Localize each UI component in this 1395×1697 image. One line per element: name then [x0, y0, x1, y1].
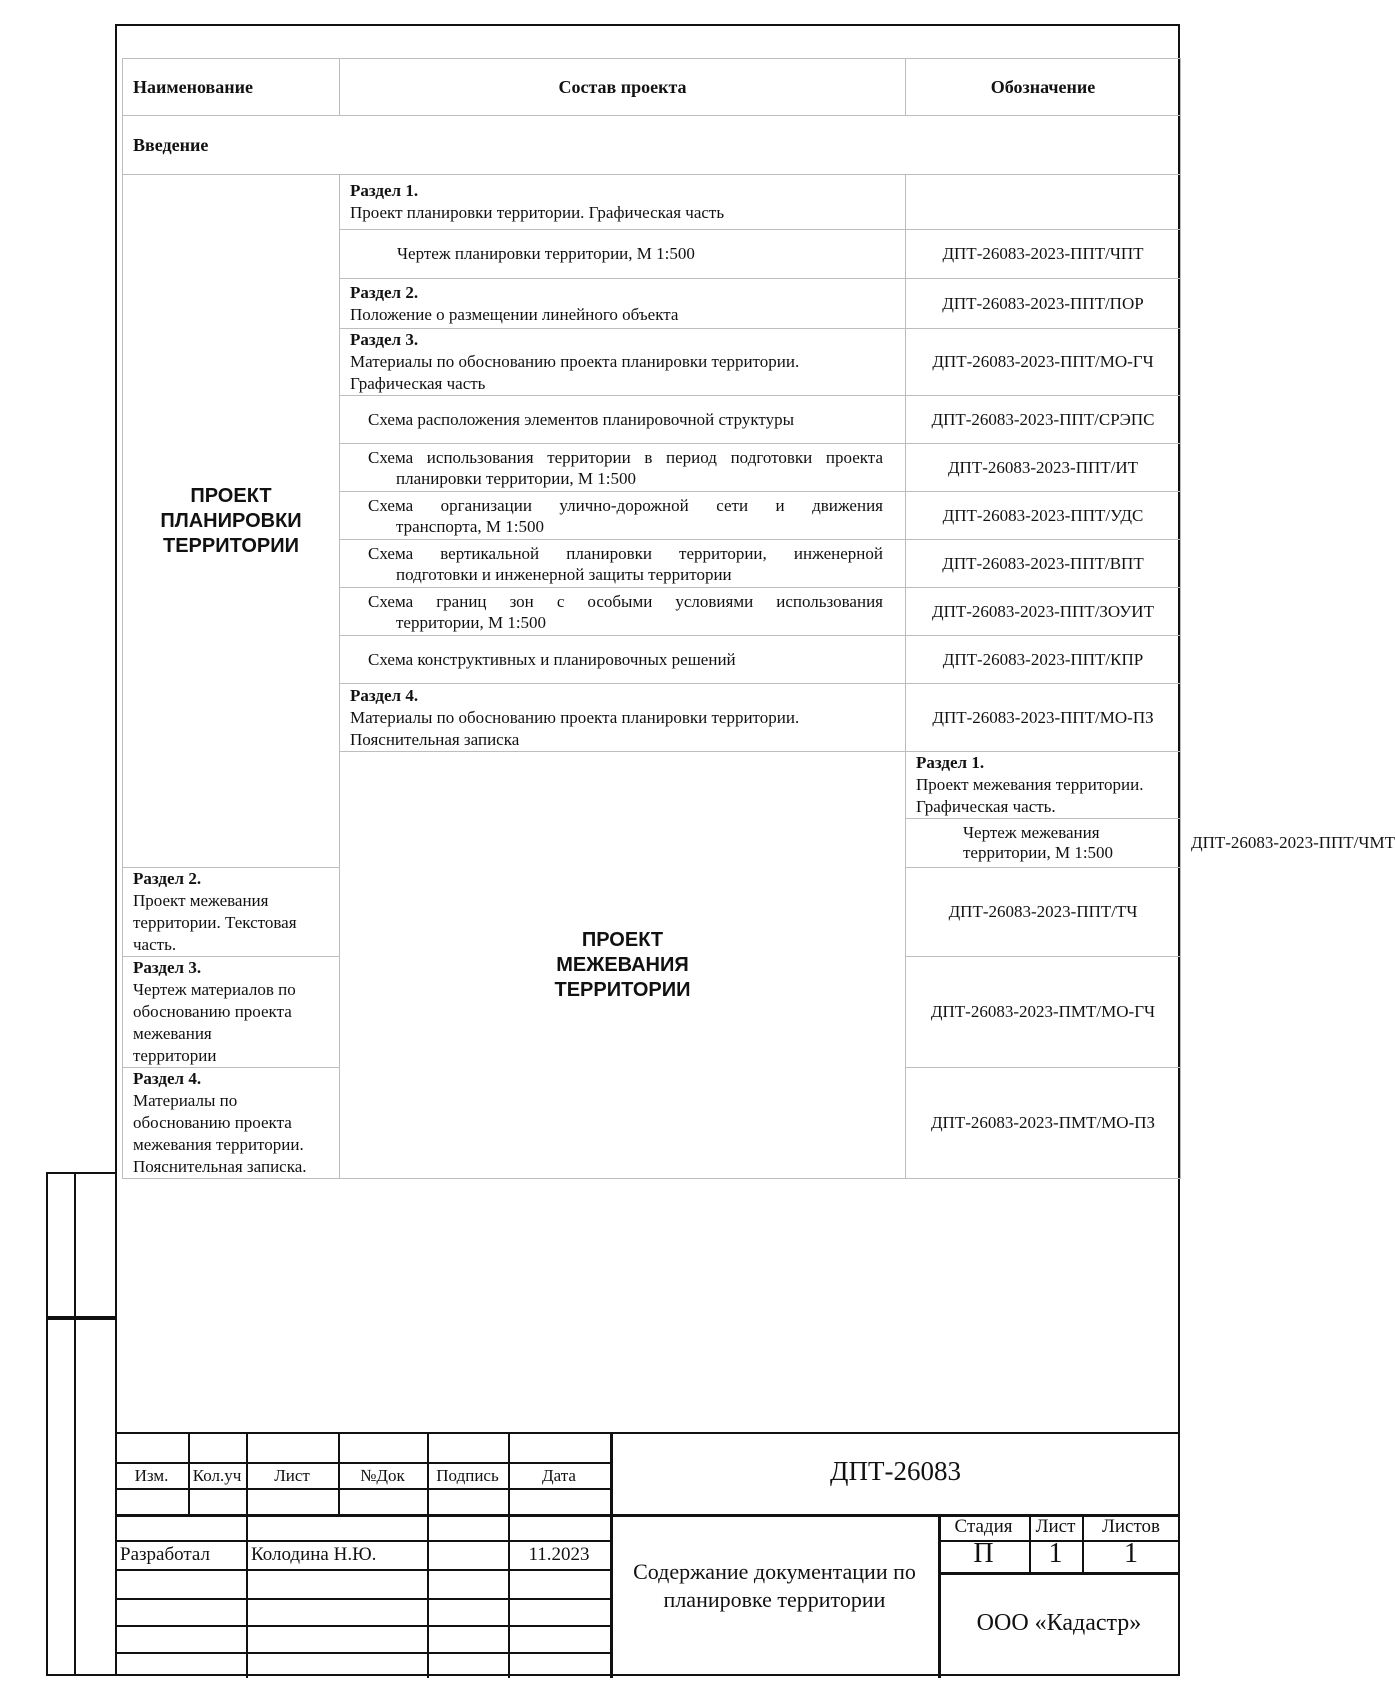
stamp-developed-label: Разработал [120, 1544, 210, 1565]
item-scheme-structure: Схема расположения элементов планировочной структуры [340, 396, 906, 444]
stamp-col-list: Лист [274, 1466, 310, 1485]
stamp-organization: ООО «Кадастр» [976, 1610, 1142, 1636]
header-designation: Обозначение [906, 59, 1181, 116]
section-surveying-1: Раздел 1. Проект межевания территории. Графическая часть. [906, 752, 1181, 819]
section-planning-3: Раздел 3. Материалы по обоснованию проекта планировки территории. Графическая часть [340, 329, 906, 396]
header-row [123, 59, 1181, 116]
table-row: Чертеж межевания территории, М 1:500 ДПТ-26083-2023-ППТ/ЧМТ [123, 819, 1181, 868]
stamp-developer: Колодина Н.Ю. [251, 1544, 377, 1565]
stamp-col-podpis: Подпись [436, 1466, 499, 1485]
code-cell: ДПТ-26083-2023-ППТ/ВПТ [906, 540, 1181, 588]
item-scheme-zones: Схема границ зон с особыми условиями использования территории, М 1:500 [340, 588, 906, 636]
binding-strip-lower [46, 1318, 116, 1676]
title-block [115, 1432, 1180, 1676]
header-composition: Состав проекта [340, 59, 906, 116]
stamp-document-title: Содержание документации по планировке территории [633, 1559, 916, 1612]
code-cell: ДПТ-26083-2023-ППТ/ЗОУИТ [906, 588, 1181, 636]
stamp-sheet-label: Лист [1035, 1516, 1076, 1537]
section-planning-2: Раздел 2. Положение о размещении линейного объекта [340, 279, 906, 329]
code-cell: ДПТ-26083-2023-ПМТ/МО-ГЧ [906, 957, 1181, 1068]
section-surveying-2: Раздел 2. Проект межевания территории. Текстовая часть. [123, 868, 340, 957]
section-surveying-3: Раздел 3. Чертеж материалов по обоснованию проекта межевания территории [123, 957, 340, 1068]
intro-label: Введение [123, 116, 1181, 175]
code-cell: ДПТ-26083-2023-ППТ/МО-ПЗ [906, 684, 1181, 752]
intro-row [123, 116, 1181, 175]
stamp-doc-code: ДПТ-26083 [830, 1456, 961, 1486]
item-planning-drawing: Чертеж планировки территории, М 1:500 [340, 230, 906, 279]
item-scheme-constructive: Схема конструктивных и планировочных решений [340, 636, 906, 684]
code-cell: ДПТ-26083-2023-ППТ/УДС [906, 492, 1181, 540]
stamp-date: 11.2023 [528, 1544, 590, 1565]
item-scheme-vertical: Схема вертикальной планировки территории, инженерной подготовки и инженерной защиты территории [340, 540, 906, 588]
code-cell: ДПТ-26083-2023-ППТ/КПР [906, 636, 1181, 684]
item-surveying-drawing: Чертеж межевания территории, М 1:500 [906, 819, 1181, 868]
stamp-sheet: 1 [1048, 1538, 1063, 1569]
binding-strip-upper [46, 1172, 116, 1318]
header-name: Наименование [123, 59, 340, 116]
item-scheme-usage: Схема использования территории в период подготовки проекта планировки территории, М 1:500 [340, 444, 906, 492]
table-row [123, 175, 1181, 230]
stamp-col-data: Дата [542, 1466, 576, 1485]
stamp-col-izm: Изм. [134, 1466, 169, 1485]
code-cell: ДПТ-26083-2023-ППТ/СРЭПС [906, 396, 1181, 444]
code-cell: ДПТ-26083-2023-ППТ/ИТ [906, 444, 1181, 492]
item-scheme-roads: Схема организации улично-дорожной сети и движения транспорта, М 1:500 [340, 492, 906, 540]
section-planning-1: Раздел 1. Проект планировки территории. Графическая часть [340, 175, 906, 230]
stamp-stage: П [973, 1538, 994, 1569]
code-cell: ДПТ-26083-2023-ППТ/МО-ГЧ [906, 329, 1181, 396]
code-cell: ДПТ-26083-2023-ППТ/ТЧ [906, 868, 1181, 957]
code-cell: ДПТ-26083-2023-ППТ/ПОР [906, 279, 1181, 329]
section-surveying-4: Раздел 4. Материалы по обоснованию проекта межевания территории. Пояснительная записка. [123, 1068, 340, 1179]
stamp-sheets-label: Листов [1101, 1516, 1160, 1537]
code-cell [906, 175, 1181, 230]
code-cell: ДПТ-26083-2023-ППТ/ЧПТ [906, 230, 1181, 279]
code-cell: ДПТ-26083-2023-ПМТ/МО-ПЗ [906, 1068, 1181, 1179]
stamp-stage-label: Стадия [954, 1516, 1013, 1537]
section-planning-4: Раздел 4. Материалы по обоснованию проекта планировки территории. Пояснительная записка [340, 684, 906, 752]
stamp-col-kol: Кол.уч [192, 1466, 242, 1485]
stamp-sheets: 1 [1124, 1538, 1138, 1569]
group-planning: ПРОЕКТ ПЛАНИРОВКИ ТЕРРИТОРИИ [123, 175, 340, 868]
contents-table [122, 58, 1395, 1179]
stamp-col-ndok: №Док [360, 1466, 405, 1485]
group-surveying: ПРОЕКТ МЕЖЕВАНИЯ ТЕРРИТОРИИ [340, 752, 906, 1179]
